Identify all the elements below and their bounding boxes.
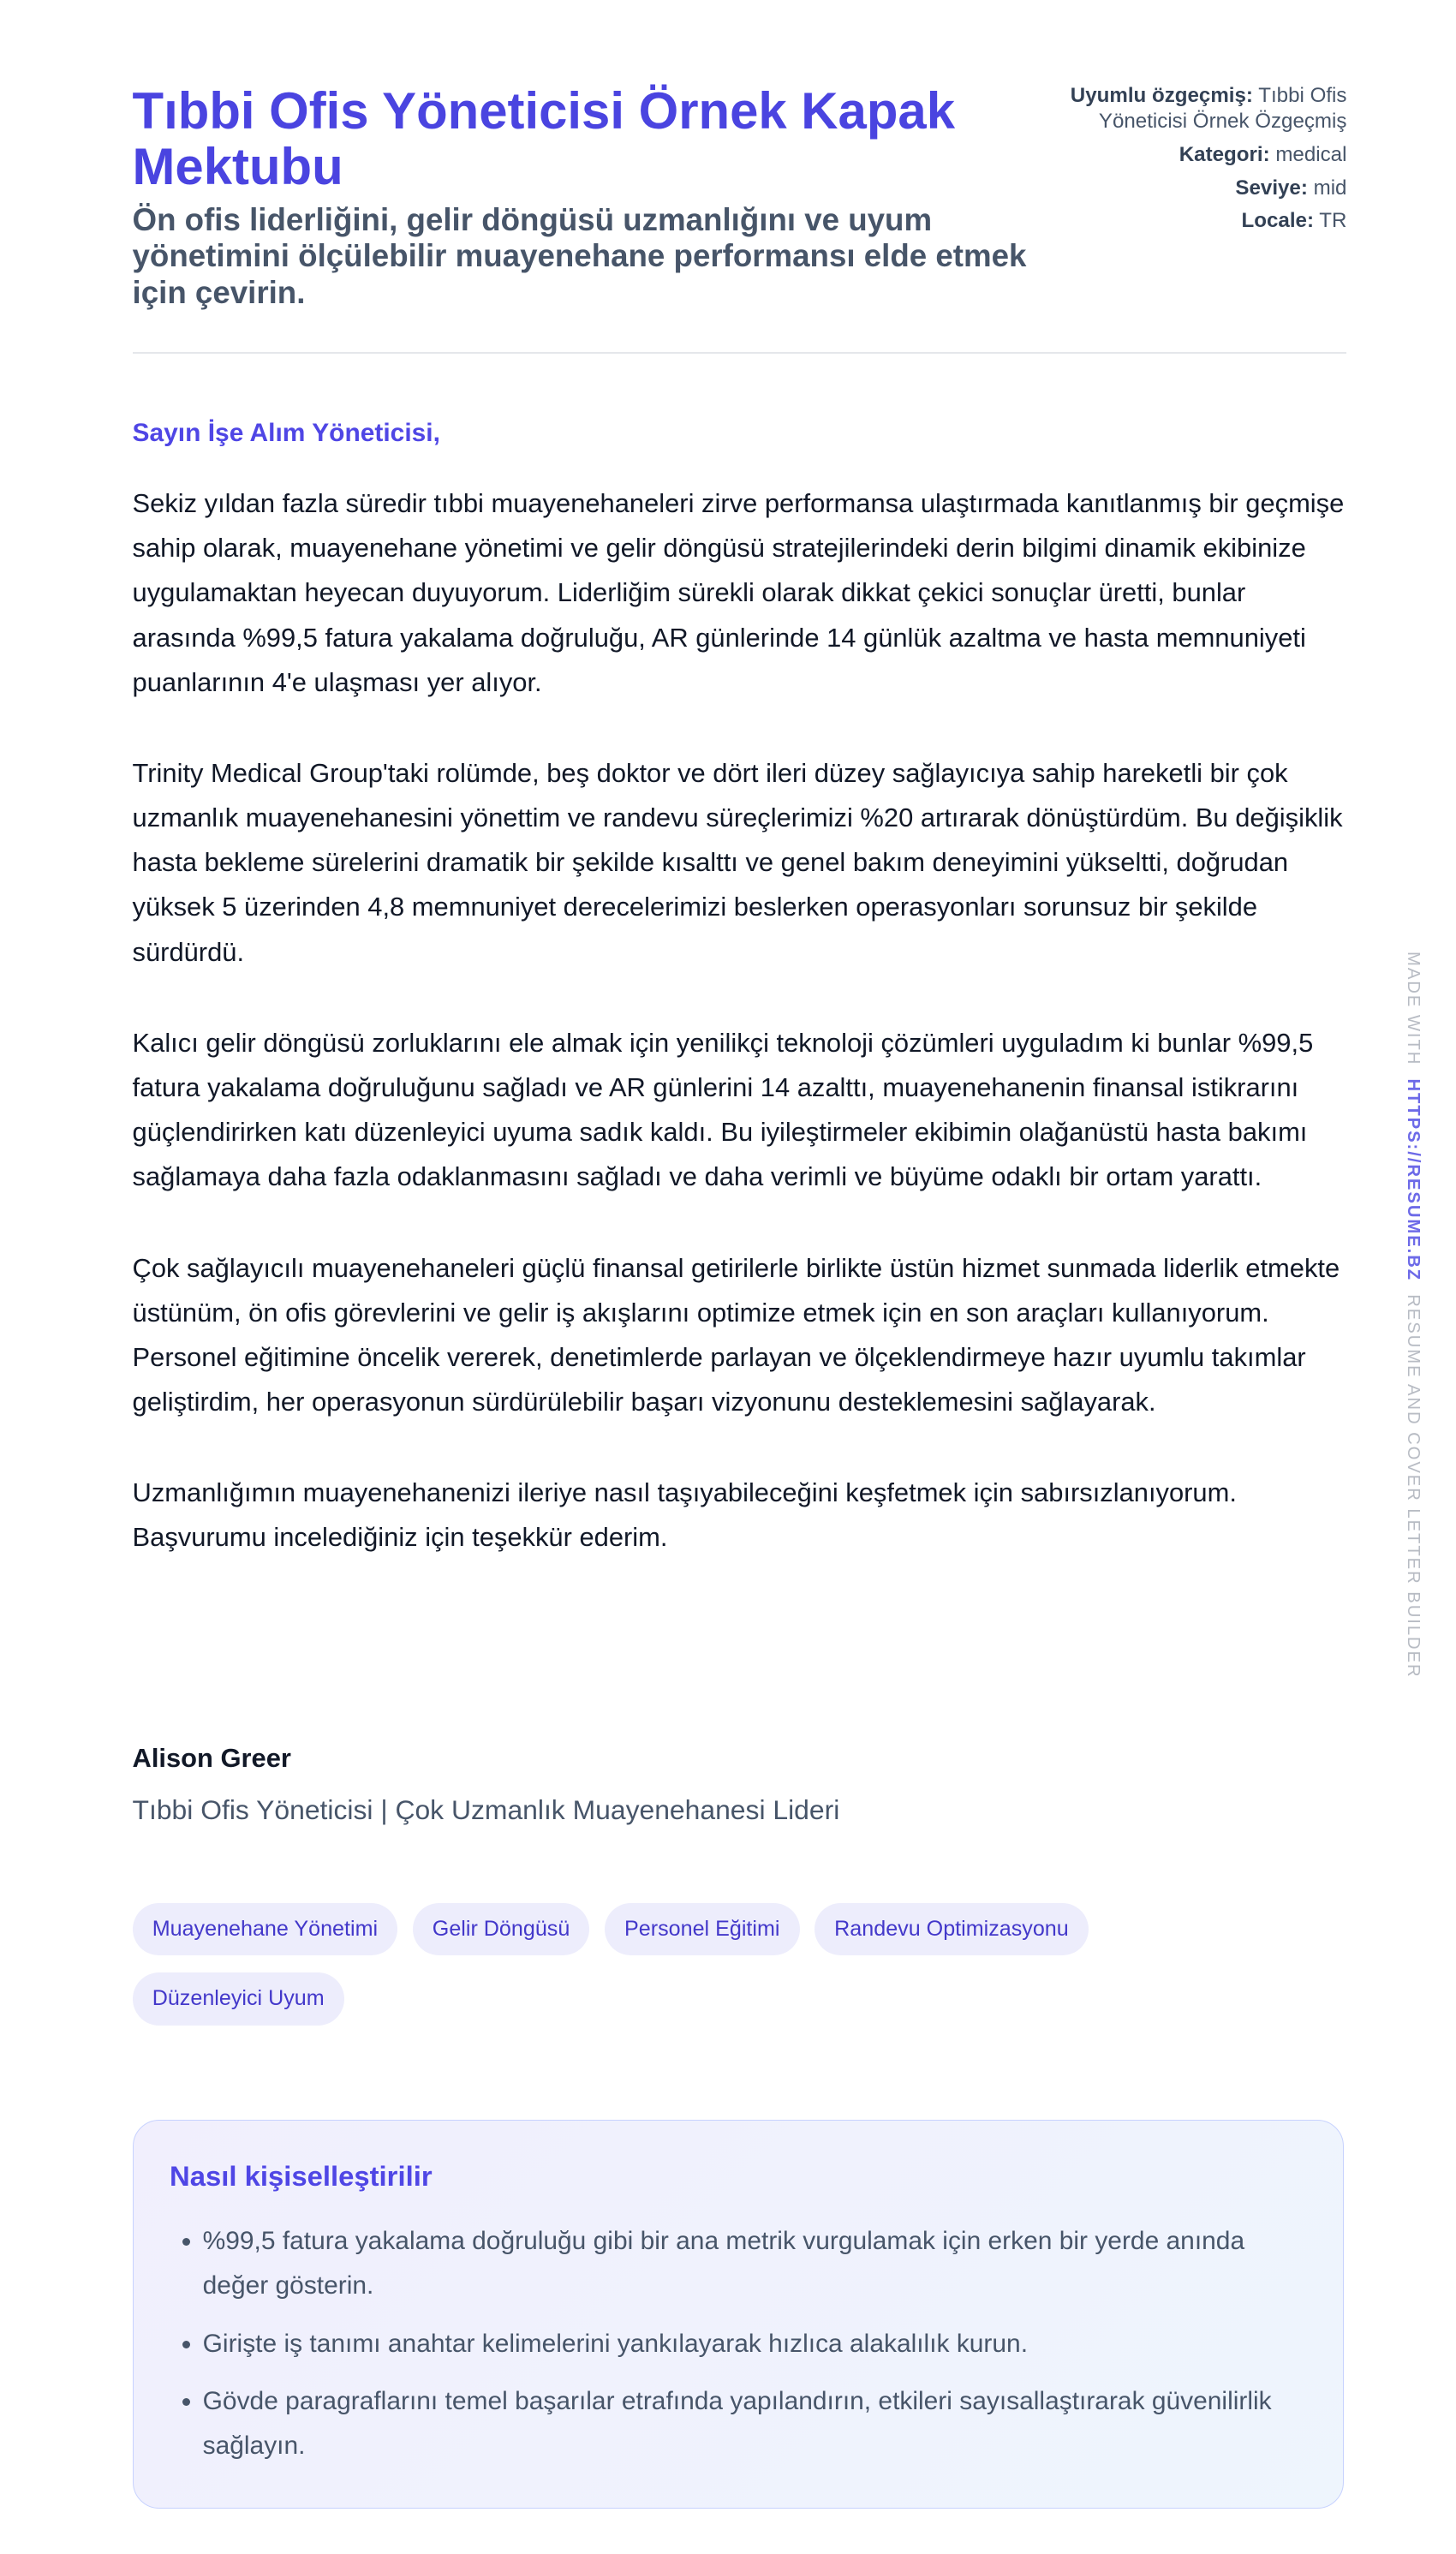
meta-label: Kategori: — [1179, 143, 1270, 167]
divider — [133, 352, 1347, 354]
watermark-prefix: MADE WITH — [1404, 951, 1423, 1066]
meta-value: TR — [1319, 209, 1347, 233]
greeting: Sayın İşe Alım Yöneticisi, — [132, 418, 440, 447]
watermark — [1403, 952, 1423, 1679]
skill-tag: Gelir Döngüsü — [413, 1903, 590, 1956]
paragraph: Sekiz yıldan fazla süredir tıbbi muayenehaneleri zirve performansa ulaştırmada kanıtlanmış bir geçmişe sahip olarak, muayenehane yönetimi ve gelir döngüsü stratejilerindeki derin bilgimi dinamik ekibinize uygulamaktan heyecan duyuyorum. Liderliğim sürekli olarak dikkat çekici sonuçlar üretti, bunlar arasında %99,5 fatura yakalama doğruluğu, AR günlerinde 14 günlük azaltma ve hasta memnuniyeti puanlarının 4'e ulaşması yer alıyor. — [132, 488, 1345, 697]
skill-tag: Personel Eğitimi — [605, 1903, 800, 1956]
meta-value: mid — [1313, 176, 1347, 200]
tip-item: • Girişte iş tanımı anahtar kelimelerini yankılayarak hızlıca alakalılık kurun. — [203, 2322, 1306, 2366]
meta-matching-resume — [1065, 83, 1346, 136]
letter-body — [133, 417, 1347, 1607]
customization-tips — [133, 2120, 1344, 2509]
meta-value: medical — [1275, 143, 1347, 167]
paragraph: Trinity Medical Group'taki rolümde, beş doktor ve dört ileri düzey sağlayıcıya sahip hareketli bir çok uzmanlık muayenehanesini yönettim ve randevu süreçlerimizi %20 artırarak dönüştürdüm. Bu değişiklik hasta bekleme sürelerini dramatik bir şekilde kısalttı ve genel bakım deneyimini yükseltti, doğrudan yüksek 5 üzerinden 4,8 memnuniyet derecelerimizi beslerken operasyonları sorunsuz bir şekilde sürdürdü. — [132, 758, 1343, 967]
skill-tag: Düzenleyici Uyum — [133, 1972, 344, 2026]
header — [133, 83, 1347, 312]
meta-category — [1065, 142, 1346, 169]
meta-value[interactable]: Tıbbi Ofis Yöneticisi Örnek Özgeçmiş — [1098, 83, 1347, 134]
signature — [133, 1742, 840, 1828]
paragraph: Uzmanlığımın muayenehanenizi ileriye nasıl taşıyabileceğini keşfetmek için sabırsızlanıyorum. Başvurumu incelediğiniz için teşekkür ederim. — [132, 1477, 1237, 1553]
tip-item: • Gövde paragraflarını temel başarılar etrafında yapılandırın, etkileri sayısallaştırarak güvenilirlik sağlayın. — [203, 2379, 1306, 2468]
page-title: Tıbbi Ofis Yöneticisi Örnek Kapak Mektubu — [132, 81, 956, 196]
meta-label: Uyumlu özgeçmiş: — [1070, 83, 1253, 107]
skill-tags — [133, 1903, 1191, 2026]
skill-tag: Randevu Optimizasyonu — [815, 1903, 1089, 1956]
meta-label: Seviye: — [1235, 176, 1308, 200]
tips-list — [170, 2219, 1306, 2469]
page-subtitle: Ön ofis liderliğini, gelir döngüsü uzmanlığını ve uyum yönetimini ölçülebilir muayenehane performansı elde etmek için çevirin. — [132, 201, 1027, 310]
tips-title: Nasıl kişiselleştirilir — [170, 2159, 433, 2192]
signature-name: Alison Greer — [132, 1743, 291, 1774]
meta-level — [1065, 176, 1346, 202]
paragraph: Kalıcı gelir döngüsü zorluklarını ele almak için yenilikçi teknoloji çözümleri uyguladım ki bunlar %99,5 fatura yakalama doğruluğunu sağladı ve AR günlerini 14 azalttı, muayenehanenin finansal istikrarını güçlendirirken katı düzenleyici uyuma sadık kaldı. Bu iyileştirmeler ekibimin olağanüstü hasta bakımı sağlamaya daha fazla odaklanmasını sağladı ve daha verimli ve büyüme odaklı bir ortam yarattı. — [132, 1027, 1314, 1192]
watermark-suffix: RESUME AND COVER LETTER BUILDER — [1404, 1294, 1423, 1679]
tip-item: • %99,5 fatura yakalama doğruluğu gibi bir ana metrik vurgulamak için erken bir yerde anında değer gösterin. — [203, 2219, 1306, 2308]
paragraph: Çok sağlayıcılı muayenehaneleri güçlü finansal getirilerle birlikte üstün hizmet sunmada liderlik etmekte üstünüm, ön ofis görevlerini ve gelir iş akışlarını optimize etmek için en son araçları kullanıyorum. Personel eğitimine öncelik vererek, denetimlerde parlayan ve ölçeklendirmeye hazır uyumlu takımlar geliştirdim, her operasyonun sürdürülebilir başarı vizyonunu desteklemesini sağlayarak. — [132, 1252, 1340, 1417]
meta-info — [1065, 83, 1346, 242]
skill-tag: Muayenehane Yönetimi — [133, 1903, 398, 1956]
signature-title: Tıbbi Ofis Yöneticisi | Çok Uzmanlık Muayenehanesi Lideri — [132, 1794, 840, 1826]
meta-label: Locale: — [1241, 209, 1315, 233]
meta-locale — [1065, 208, 1346, 235]
watermark-link[interactable]: HTTPS://RESUME.BZ — [1404, 1078, 1423, 1281]
